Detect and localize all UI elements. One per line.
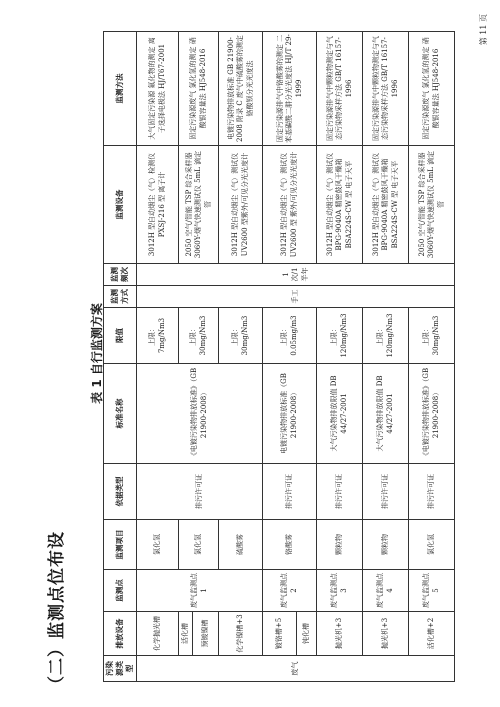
cell-point: 废气监测点1 [137,570,263,612]
cell-facility: 化学镍槽+3 [219,612,263,656]
cell-basis: 排污许可证 [363,464,409,520]
cell-equipment: 3012H 型自动烟尘（气）测试仪 BPG-9040A 精密鼓风干燥箱 BSA224S-CW 型 电子天平 [363,146,409,264]
page-number: 第 11 页 [479,14,488,46]
cell-item: 颗粒物 [317,520,363,570]
cell-facility: 钝化槽 [297,612,317,656]
table-row [317,32,363,682]
cell-facility: 化学抛光槽 [137,612,179,656]
header-standard-name: 标准名称 [104,364,137,464]
cell-facility: 抛光机+3 [317,612,363,656]
cell-equipment: 3012H 型自动烟尘（气）测试仪 BPG-9040A 精密鼓风干燥箱 BSA224S-CW 型 电子天平 [317,146,363,264]
cell-item: 铬酸雾 [263,520,317,570]
cell-standard: 电镀污染物排放标准（GB 21900-2008） [263,364,317,464]
table-title: 表 1 自行监测方案 [90,303,104,404]
cell-analysis: 固定污染源废气 氯化氢的测定 硝酸银容量法 HJ548-2016 [409,32,455,146]
cell-item: 氯化氢 [409,520,455,570]
cell-equipment: 2050 空气/智能 TSP 综合采样器 3060Y-烟气快速测试仪 5mL 滴定管 [179,146,219,264]
cell-analysis: 固定污染源废气 氯化氢的测定 硝酸银容量法 HJ548-2016 [179,32,219,146]
header-basis-type: 依据类型 [104,464,137,520]
cell-item: 硫酸雾 [219,520,263,570]
cell-method: 手工 [137,286,455,308]
cell-basis: 排污许可证 [409,464,455,520]
table-row [263,32,297,682]
cell-standard: 《电镀污染物排放标准》（GB 21900-2008） [137,364,263,464]
cell-facility: 抛光机+3 [363,612,409,656]
header-discharge-facility: 排放设备 [104,612,137,656]
cell-point: 废气监测点3 [317,570,363,612]
cell-limit: 上限：30mg/Nm3 [409,308,455,364]
cell-analysis: 电镀污染物排放标准 GB 21900-2008 附录 C 废气中硫酸雾的测定 铬酸钡分光光度法 [219,32,263,146]
cell-point: 废气监测点4 [363,570,409,612]
cell-limit: 上限：7mg/Nm3 [137,308,179,364]
header-frequency: 监测频次 [104,264,137,286]
cell-equipment: 2050 空气/智能 TSP 综合采样器 3060Y-烟气快速测试仪 5mL 滴定管 [409,146,455,264]
cell-analysis: 大气固定污染源 氟化物的测定 离子选择电极法 HJ/T67-2001 [137,32,179,146]
cell-limit: 上限：120mg/Nm3 [363,308,409,364]
cell-frequency: 1次/1半年 [137,264,455,286]
cell-point: 废气监测点5 [409,570,455,612]
header-monitoring-item: 监测项目 [104,520,137,570]
section-title: （二）监测点位布设 [47,531,67,693]
cell-analysis: 固定污染源排气中铬酸雾的测定 二苯基碳酰二肼分光光度法 HJ/T 29-1999 [263,32,317,146]
cell-analysis: 固定污染源排气中颗粒物测定与气态污染物采样方法 GB/T 16157-1996 [363,32,409,146]
cell-limit: 上限：30mg/Nm3 [179,308,219,364]
cell-basis: 排污许可证 [137,464,263,520]
header-method: 监测方式 [104,286,137,308]
table-row [409,32,455,682]
header-analysis-method: 监测方法 [104,32,137,146]
cell-facility: 活化槽+2 [409,612,455,656]
cell-limit: 上限：0.05mg/m3 [263,308,317,364]
cell-analysis: 固定污染源排气中颗粒物测定与气态污染物采样方法 GB/T 16157-1996 [317,32,363,146]
cell-equipment: 3012H 型自动烟尘（气）测试仪 UV2600 型 紫外/可见分光光度计 [263,146,317,264]
cell-item: 氯化氢 [137,520,179,570]
cell-limit: 上限：30mg/Nm3 [219,308,263,364]
header-limit: 限值 [104,308,137,364]
header-equipment: 监测设备 [104,146,137,264]
header-monitoring-point: 监测点 [104,570,137,612]
cell-basis: 排污许可证 [317,464,363,520]
cell-item: 颗粒物 [363,520,409,570]
cell-item: 氯化氢 [179,520,219,570]
table-row [137,32,179,682]
cell-facility: 活化槽 [179,612,193,656]
cell-pollutant-type: 废气 [137,656,455,682]
cell-basis: 排污许可证 [263,464,317,520]
cell-standard: 大气污染物排放限值 DB 44/27-2001 [317,364,363,464]
table-row [363,32,409,682]
cell-facility: 镀铬槽+5 [263,612,297,656]
table-header-row [104,32,137,682]
monitoring-plan-table [103,31,455,682]
cell-facility: 预镀镍槽 [193,612,219,656]
cell-limit: 上限：120mg/Nm3 [317,308,363,364]
header-pollutant-type: 污染源类型 [104,656,137,682]
cell-standard: 大气污染物排放限值 DB 44/27-2001 [363,364,409,464]
cell-equipment: 3012H 型自动烟尘（气）测试仪 UV2600 型紫外/可见分光光度计 [219,146,263,264]
cell-equipment: 3012H 型自动烟尘（气）检测仪 PXSJ-216 型 离子计 [137,146,179,264]
cell-standard: 《电镀污染物排放标准》（GB 21900-2008） [409,364,455,464]
cell-point: 废气监测点2 [263,570,317,612]
